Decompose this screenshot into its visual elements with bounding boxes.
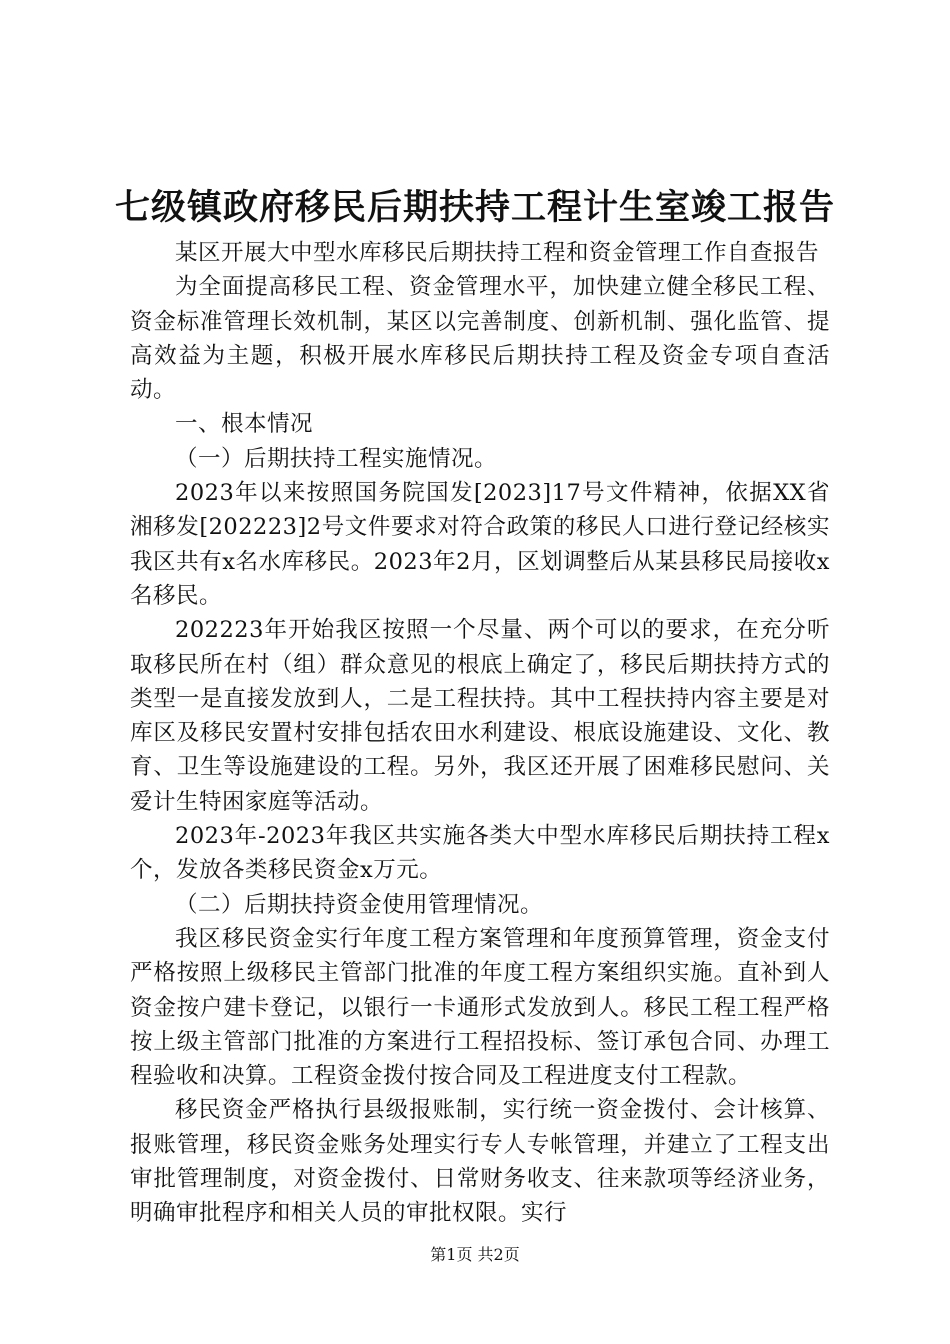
paragraph-report-subtitle: 某区开展大中型水库移民后期扶持工程和资金管理工作自查报告 [175,240,820,266]
paragraph-county-reimbursement: 移民资金严格执行县级报账制，实行统一资金拨付、会计核算、报账管理，移民资金账务处理实行专人专帐管理，并建立了工程支出审批管理制度，对资金拨付、日常财务收支、往来款项等经济业务，明确审批程序和相关人员的审批权限。实行 [130,1097,830,1227]
document-title: 七级镇政府移民后期扶持工程计生室竣工报告 [114,187,835,228]
paragraph-fund-plan-management: 我区移民资金实行年度工程方案管理和年度预算管理，资金支付严格按照上级移民主管部门批准的年度工程方案组织实施。直补到人资金按户建卡登记，以银行一卡通形式发放到人。移民工程工程严格按上级主管部门批准的方案进行工程招投标、签订承包合同、办理工程验收和决算。工程资金拨付按合同及工程进度支付工程款。 [130,925,830,1090]
paragraph-intro: 为全面提高移民工程、资金管理水平，加快建立健全移民工程、资金标准管理长效机制，某区以完善制度、创新机制、强化监管、提高效益为主题，积极开展水库移民后期扶持工程及资金专项自查活动。 [130,274,830,404]
subsection-heading-project-implementation: （一）后期扶持工程实施情况。 [175,445,498,472]
paragraph-support-methods: 202223年开始我区按照一个尽量、两个可以的要求，在充分听取移民所在村（组）群众意见的根底上确定了，移民后期扶持方式的类型一是直接发放到人，二是工程扶持。其中工程扶持内容主要是对库区及移民安置村安排包括农田水利建设、根底设施建设、文化、教育、卫生等设施建设的工程。另外，我区还开展了困难移民慰问、关爱计生特困家庭等活动。 [130,617,830,815]
paragraph-project-totals: 2023年-2023年我区共实施各类大中型水库移民后期扶持工程x个，发放各类移民资金x万元。 [130,823,830,884]
page-number-footer: 第1页 共2页 [430,1245,520,1264]
document-body [130,236,830,1231]
section-heading-basic-situation: 一、根本情况 [175,411,314,438]
subsection-heading-fund-management: （二）后期扶持资金使用管理情况。 [175,891,544,918]
paragraph-migrant-registration: 2023年以来按照国务院国发[2023]17号文件精神，依据XX省湘移发[202223]2号文件要求对符合政策的移民人口进行登记经核实我区共有x名水库移民。2023年2月，区划调整后从某县移民局接收x名移民。 [130,480,830,609]
